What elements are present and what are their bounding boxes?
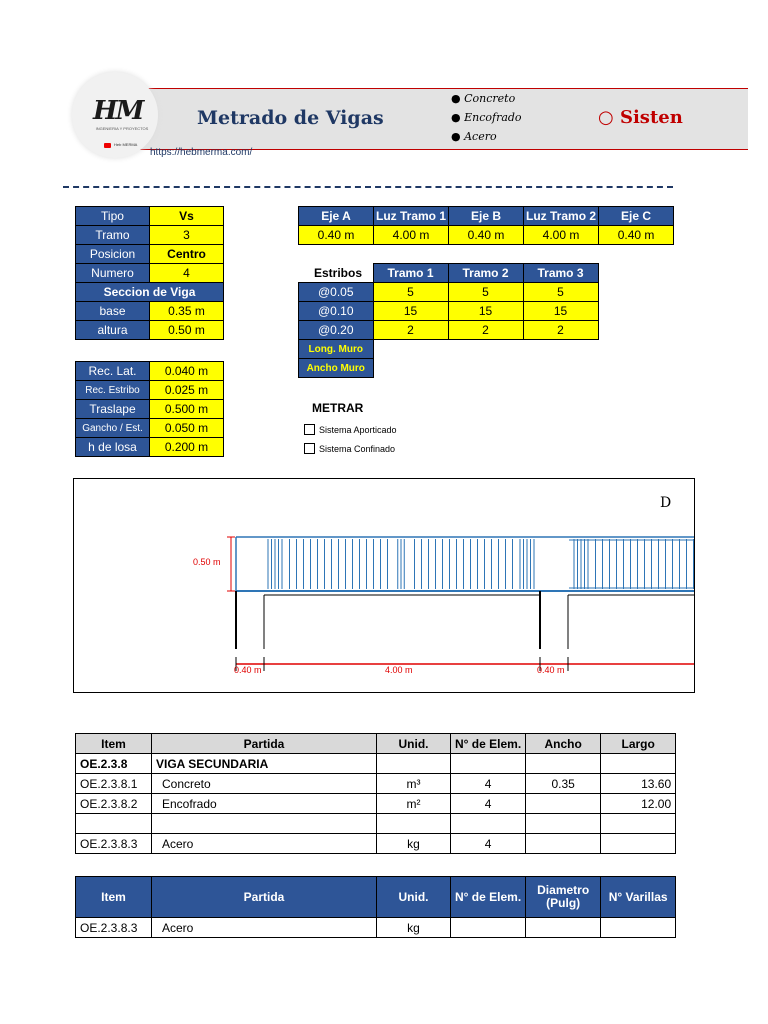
dim-label-eje-a: 0.40 m [234,665,262,675]
cell [451,754,526,774]
ejes-value[interactable]: 0.40 m [299,226,374,245]
ejes-value[interactable]: 4.00 m [374,226,449,245]
cell [601,918,676,938]
cell: 4 [451,774,526,794]
col-diametro: Diametro (Pulg) [526,877,601,918]
estribos-value[interactable]: 15 [373,302,448,321]
estribos-header: Tramo 3 [523,264,598,283]
seccion-title: Seccion de Viga [76,283,224,302]
param-label: Tipo [76,207,150,226]
cell [526,794,601,814]
metrado-table [75,733,676,854]
cell [601,814,676,834]
param-label: Posicion [76,245,150,264]
cell [451,814,526,834]
col-partida: Partida [152,877,377,918]
cell: OE.2.3.8.3 [76,918,152,938]
cell: m² [377,794,451,814]
rec-value[interactable]: 0.200 m [150,438,224,457]
estribos-value[interactable]: 5 [448,283,523,302]
cell: kg [377,918,451,938]
estribos-value[interactable]: 5 [373,283,448,302]
dim-label-eje-b: 0.40 m [537,665,565,675]
cell: Concreto [152,774,377,794]
sistema-option[interactable]: ○ Sisten [598,107,683,128]
cell: 13.60 [601,774,676,794]
param-value[interactable]: 4 [150,264,224,283]
cell [601,754,676,774]
cell [601,834,676,854]
table-header-row [76,734,676,754]
cell: VIGA SECUNDARIA [152,754,377,774]
ejes-header-row [299,207,674,226]
estribos-label: @0.20 [299,321,374,340]
cell [76,814,152,834]
col-item: Item [76,877,152,918]
seccion-row [76,283,224,302]
estribos-row [299,283,599,302]
cell [526,918,601,938]
bullet-encofrado: ● Encofrado [451,111,522,124]
rec-row [76,438,224,457]
cell [377,814,451,834]
recubrimientos-table [75,361,224,457]
cell [526,834,601,854]
estribos-table [298,263,599,378]
estribos-header: Tramo 1 [373,264,448,283]
rec-label: h de losa [76,438,150,457]
seccion-value[interactable]: 0.50 m [150,321,224,340]
estribos-row [299,321,599,340]
param-value[interactable]: Vs [150,207,224,226]
estribos-header: Tramo 2 [448,264,523,283]
drawing-title: D [660,495,672,511]
beam-drawing [73,478,695,693]
bullet-concreto: ● Concreto [451,92,516,105]
bullet-acero: ● Acero [451,130,497,143]
param-value[interactable]: Centro [150,245,224,264]
estribos-label: @0.05 [299,283,374,302]
estribos-value[interactable]: 15 [523,302,598,321]
cell: Acero [152,918,377,938]
col-elem: N° de Elem. [451,877,526,918]
ejes-header: Eje A [299,207,374,226]
table-row [76,774,676,794]
rec-label: Gancho / Est. [76,419,150,438]
col-item: Item [76,734,152,754]
logo-channel: Heb MERMA [114,142,138,147]
logo-subtitle: INGENIERIA Y PROYECTOS [95,126,149,131]
long-muro-label: Long. Muro [299,340,374,359]
cell: Encofrado [152,794,377,814]
website-link[interactable]: https://hebmerma.com/ [150,147,253,158]
height-label: 0.50 m [193,557,221,567]
param-value[interactable]: 3 [150,226,224,245]
col-ancho: Ancho [526,734,601,754]
col-unid: Unid. [377,734,451,754]
param-label: Numero [76,264,150,283]
dim-label-tramo-1: 4.00 m [385,665,413,675]
cell: 4 [451,794,526,814]
estribos-row [299,302,599,321]
rec-label: Rec. Lat. [76,362,150,381]
stirrups-group [268,539,694,589]
col-unid: Unid. [377,877,451,918]
cell: OE.2.3.8.3 [76,834,152,854]
metrar-title: METRAR [312,401,364,415]
checkbox-aporticado[interactable] [304,424,397,435]
rec-row [76,381,224,400]
rec-row [76,362,224,381]
estribos-label: @0.10 [299,302,374,321]
col-largo: Largo [601,734,676,754]
col-partida: Partida [152,734,377,754]
cell: 4 [451,834,526,854]
table-row [76,918,676,938]
divider [63,186,673,188]
cell [451,918,526,938]
table-row [76,814,676,834]
ejes-header: Eje C [599,207,674,226]
cell: 0.35 [526,774,601,794]
muro-row [299,359,599,378]
params-table [75,206,224,340]
rec-row [76,400,224,419]
param-label: Tramo [76,226,150,245]
checkbox-icon[interactable] [304,424,315,435]
ejes-value[interactable]: 0.40 m [599,226,674,245]
col-elem: N° de Elem. [451,734,526,754]
rec-value[interactable]: 0.050 m [150,419,224,438]
cell [377,754,451,774]
param-row [76,226,224,245]
table-header-row [76,877,676,918]
table-row [76,834,676,854]
rec-value[interactable]: 0.040 m [150,362,224,381]
ancho-muro-label: Ancho Muro [299,359,374,378]
estribos-corner [299,264,374,283]
param-row [76,207,224,226]
estribos-value[interactable]: 5 [523,283,598,302]
seccion-value[interactable]: 0.35 m [150,302,224,321]
estribos-value[interactable]: 2 [523,321,598,340]
beam-svg [74,479,694,692]
checkbox-label: Sistema Confinado [319,444,396,454]
ejes-value[interactable]: 4.00 m [524,226,599,245]
seccion-row [76,321,224,340]
rec-value[interactable]: 0.500 m [150,400,224,419]
param-row [76,245,224,264]
rec-row [76,419,224,438]
cell [526,754,601,774]
ejes-value-row [299,226,674,245]
youtube-icon [104,143,111,148]
cell: Acero [152,834,377,854]
estribos-value[interactable]: 2 [373,321,448,340]
ejes-header: Luz Tramo 2 [524,207,599,226]
cell: kg [377,834,451,854]
rec-label: Rec. Estribo [76,381,150,400]
col-varillas: N° Varillas [601,877,676,918]
estribos-header-row [299,264,599,283]
seccion-row [76,302,224,321]
cell: 12.00 [601,794,676,814]
cell: OE.2.3.8.1 [76,774,152,794]
cell: OE.2.3.8.2 [76,794,152,814]
checkbox-label: Sistema Aporticado [319,425,397,435]
ejes-header: Eje B [449,207,524,226]
table-row [76,794,676,814]
table-row [76,754,676,774]
logo-text: HM [93,96,143,126]
rec-label: Traslape [76,400,150,419]
seccion-label: base [76,302,150,321]
acero-table [75,876,676,938]
cell [526,814,601,834]
seccion-label: altura [76,321,150,340]
cell: m³ [377,774,451,794]
estribos-value[interactable]: 2 [448,321,523,340]
muro-row [299,340,599,359]
estribos-value[interactable]: 15 [448,302,523,321]
param-row [76,264,224,283]
checkbox-confinado[interactable] [304,443,395,454]
checkbox-icon[interactable] [304,443,315,454]
estribos-title: Estribos [314,266,363,280]
rec-value[interactable]: 0.025 m [150,381,224,400]
cell: OE.2.3.8 [76,754,152,774]
ejes-header: Luz Tramo 1 [374,207,449,226]
page-title: Metrado de Vigas [197,107,384,129]
cell [152,814,377,834]
ejes-value[interactable]: 0.40 m [449,226,524,245]
ejes-table [298,206,674,245]
